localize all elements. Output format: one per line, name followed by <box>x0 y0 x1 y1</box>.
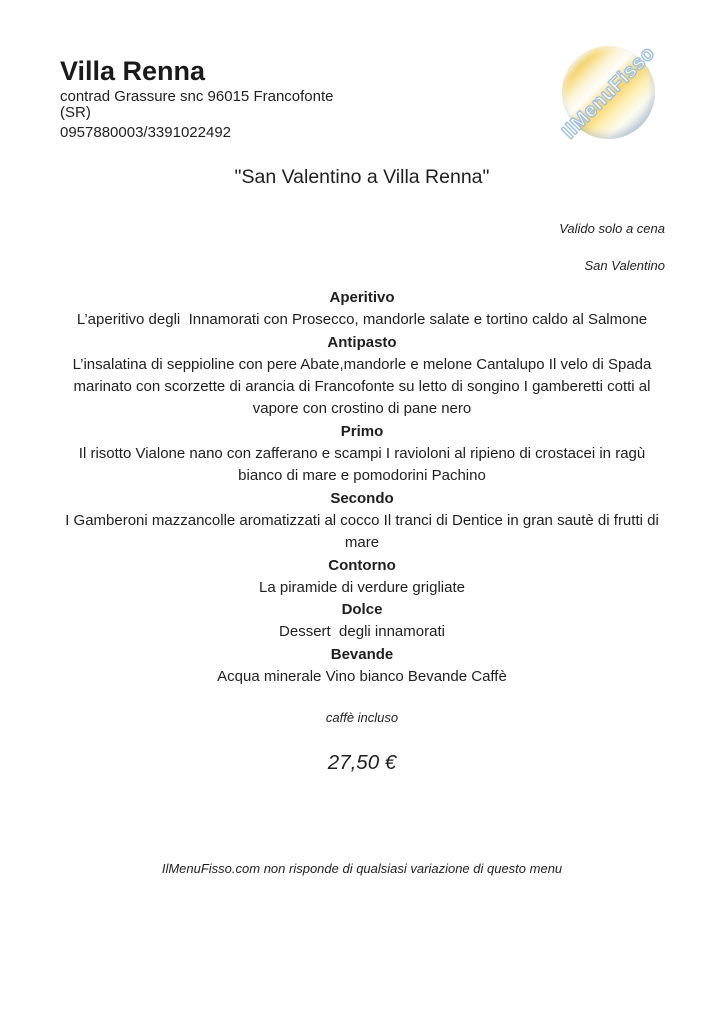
section-item-contorno: La piramide di verdure grigliate <box>259 578 465 596</box>
menu-title: "San Valentino a Villa Renna" <box>234 166 490 188</box>
section-item-primo: Il risotto Vialone nano con zafferano e scampi I ravioloni al ripieno di crostacei in ragù bianco di mare e pomodorini Pachino <box>78 445 650 485</box>
footer-disclaimer: IlMenuFisso.com non risponde di qualsiasi variazione di questo menu <box>161 861 563 877</box>
section-heading-dolce: Dolce <box>341 601 383 619</box>
section-heading-contorno: Contorno <box>328 556 396 574</box>
logo-text: IlMenuFisso <box>557 41 659 143</box>
coffee-included-note: caffè incluso <box>325 710 399 726</box>
section-heading-secondo: Secondo <box>330 489 394 507</box>
menu-price: 27,50 € <box>327 751 397 775</box>
section-item-secondo: I Gamberoni mazzancolle aromatizzati al cocco Il tranci di Dentice in gran sautè di frutti di mare <box>65 511 663 552</box>
section-item-antipasto: L’insalatina di seppioline con pere Abate,mandorle e melone Cantalupo Il velo di Spada marinato con scorzette di arancia di Francofonte su letto di songino I gamberetti cotti al vapore con crostino di pane nero <box>72 355 656 418</box>
ilmenufisso-logo <box>557 41 659 143</box>
restaurant-name: Villa Renna <box>60 56 206 86</box>
validity-note: Valido solo a cena <box>559 221 665 236</box>
section-item-dolce: Dessert degli innamorati <box>279 623 445 641</box>
section-item-aperitivo: L’aperitivo degli Innamorati con Prosecco, mandorle salate e tortino caldo al Salmone <box>76 311 648 329</box>
restaurant-phone: 0957880003/3391022492 <box>60 124 232 141</box>
section-heading-primo: Primo <box>340 422 384 440</box>
restaurant-address: contrad Grassure snc 96015 Francofonte (SR) <box>60 88 334 121</box>
section-heading-bevande: Bevande <box>330 645 394 663</box>
section-heading-antipasto: Antipasto <box>327 333 397 351</box>
section-item-bevande: Acqua minerale Vino bianco Bevande Caffè <box>217 668 507 686</box>
occasion-label: San Valentino <box>584 258 665 273</box>
section-heading-aperitivo: Aperitivo <box>329 289 395 306</box>
menu-body <box>60 287 664 688</box>
